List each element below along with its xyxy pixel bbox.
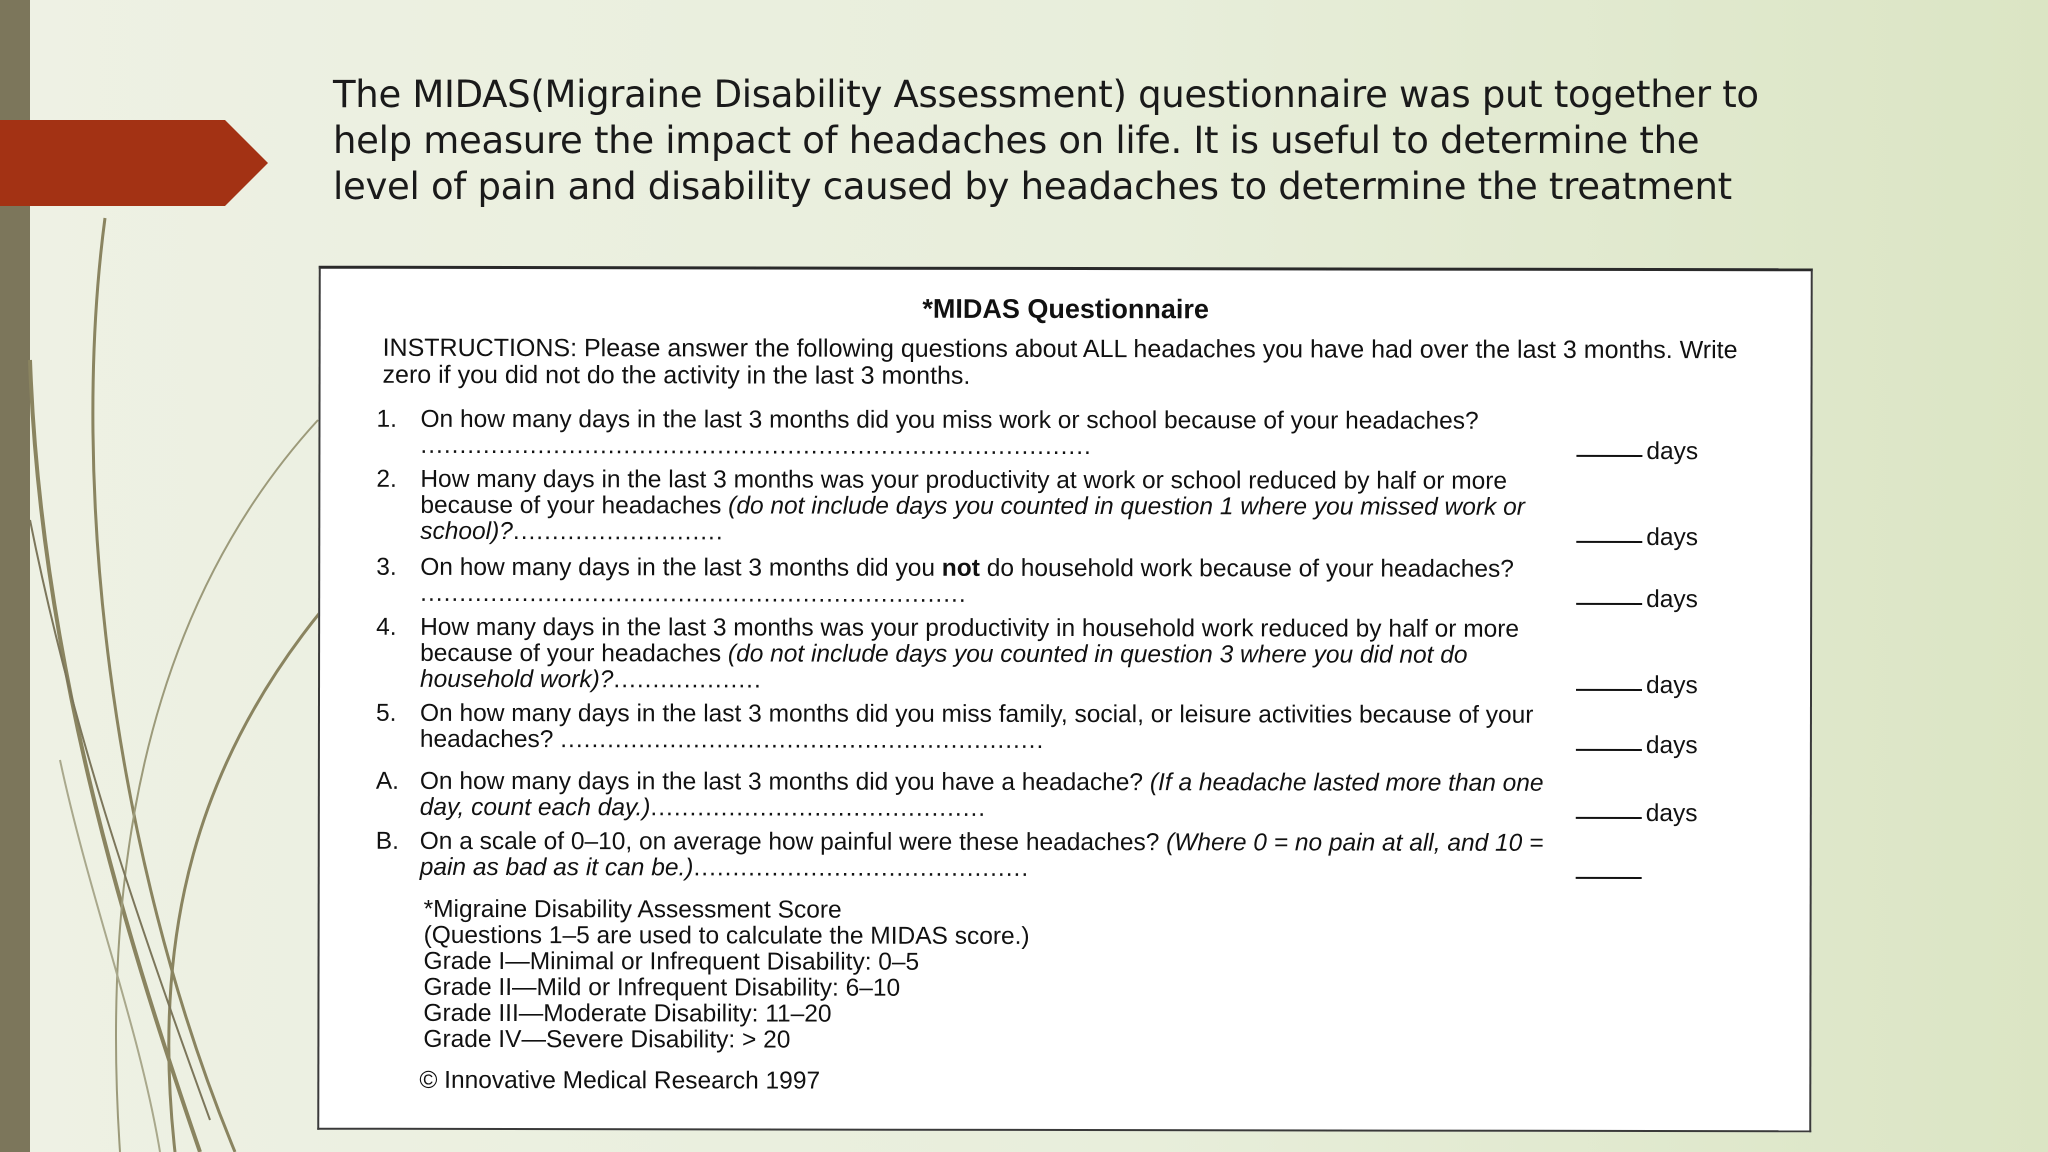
answer-blank — [1576, 861, 1706, 887]
answer-unit: days — [1646, 438, 1699, 466]
answer-unit: days — [1646, 524, 1699, 552]
question-b — [376, 829, 1706, 883]
leader-dots: ...................................................................... — [420, 579, 967, 608]
question-number: 2. — [376, 465, 397, 493]
answer-unit: days — [1646, 672, 1698, 700]
accent-arrow-shape — [0, 120, 268, 206]
question-number: 5. — [375, 699, 397, 727]
question-text: On how many days in the last 3 months did you miss family, social, or leisure activities because of your headaches? — [419, 699, 1534, 754]
leader-dots: ........................................... — [693, 854, 1030, 882]
questionnaire-instructions: INSTRUCTIONS: Please answer the following questions about ALL headaches you have had over the last 3 months. Write zero if you did not do the activity in the last 3 months. — [382, 333, 1738, 390]
grade-1: Grade I—Minimal or Infrequent Disability: 0–5 — [423, 947, 920, 976]
leader-dots: ........................................... — [650, 794, 987, 822]
copyright: © Innovative Medical Research 1997 — [419, 1066, 821, 1095]
question-5 — [375, 699, 1706, 760]
midas-questionnaire-image — [317, 266, 1813, 1133]
question-1 — [376, 405, 1706, 466]
answer-blank — [1576, 439, 1706, 465]
question-number: 4. — [376, 613, 397, 641]
answer-unit: days — [1645, 732, 1698, 760]
question-text: How many days in the last 3 months was your productivity in household work reduced by half or more because of your headaches — [420, 613, 1520, 668]
score-section — [423, 897, 1029, 1054]
grade-2: Grade II—Mild or Infrequent Disability: 6–10 — [423, 973, 901, 1002]
question-text: On how many days in the last 3 months did you miss work or school because of your headaches? — [420, 405, 1479, 435]
leader-dots: ................... — [613, 666, 762, 694]
grade-3: Grade III—Moderate Disability: 11–20 — [423, 999, 832, 1028]
question-note: (Where 0 = no pain at all, and 10 = pain as bad as it can be.) — [419, 829, 1544, 882]
question-emphasis: not — [941, 554, 980, 582]
question-text: On how many days in the last 3 months did you — [420, 553, 936, 582]
question-note: (If a headache lasted more than one day, count each day.) — [419, 769, 1544, 822]
score-note: (Questions 1–5 are used to calculate the MIDAS score.) — [423, 921, 1030, 950]
leader-dots: ...................................................................................... — [420, 431, 1092, 461]
question-3 — [376, 553, 1706, 614]
question-4 — [376, 613, 1706, 700]
answer-unit: days — [1646, 586, 1698, 614]
question-note: (do not include days you counted in question 1 where you missed work or school)? — [420, 492, 1525, 546]
question-a — [375, 767, 1706, 828]
answer-unit: days — [1645, 800, 1698, 828]
question-number: A. — [375, 767, 400, 795]
question-number: 3. — [376, 553, 397, 581]
answer-blank — [1576, 525, 1706, 551]
score-title: *Migraine Disability Assessment Score — [423, 895, 842, 924]
question-number: 1. — [376, 405, 397, 433]
leader-dots: .............................................................. — [560, 726, 1045, 754]
questionnaire-title: *MIDAS Questionnaire — [922, 293, 1209, 325]
question-text: How many days in the last 3 months was your productivity at work or school reduced by half or more because of your headaches — [420, 465, 1508, 520]
answer-blank — [1576, 733, 1706, 759]
question-note: (do not include days you counted in question 3 where you did not do household work)? — [420, 640, 1468, 694]
leader-dots: ........................... — [512, 518, 724, 546]
intro-paragraph: The MIDAS(Migraine Disability Assessment) questionnaire was put together to help measure the impact of headaches on life. It is useful to determine the level of pain and disability caused by headaches to determine the treatment — [333, 73, 1759, 208]
question-text: On a scale of 0–10, on average how painful were these headaches? — [419, 827, 1160, 857]
answer-blank — [1576, 801, 1706, 827]
question-2 — [376, 465, 1706, 552]
grade-4: Grade IV—Severe Disability: > 20 — [423, 1025, 791, 1054]
question-text-end: do household work because of your headaches? — [986, 554, 1514, 583]
question-number: B. — [375, 827, 399, 855]
answer-blank — [1576, 673, 1706, 699]
answer-blank — [1576, 587, 1706, 613]
question-text: On how many days in the last 3 months did you have a headache? — [419, 767, 1144, 797]
